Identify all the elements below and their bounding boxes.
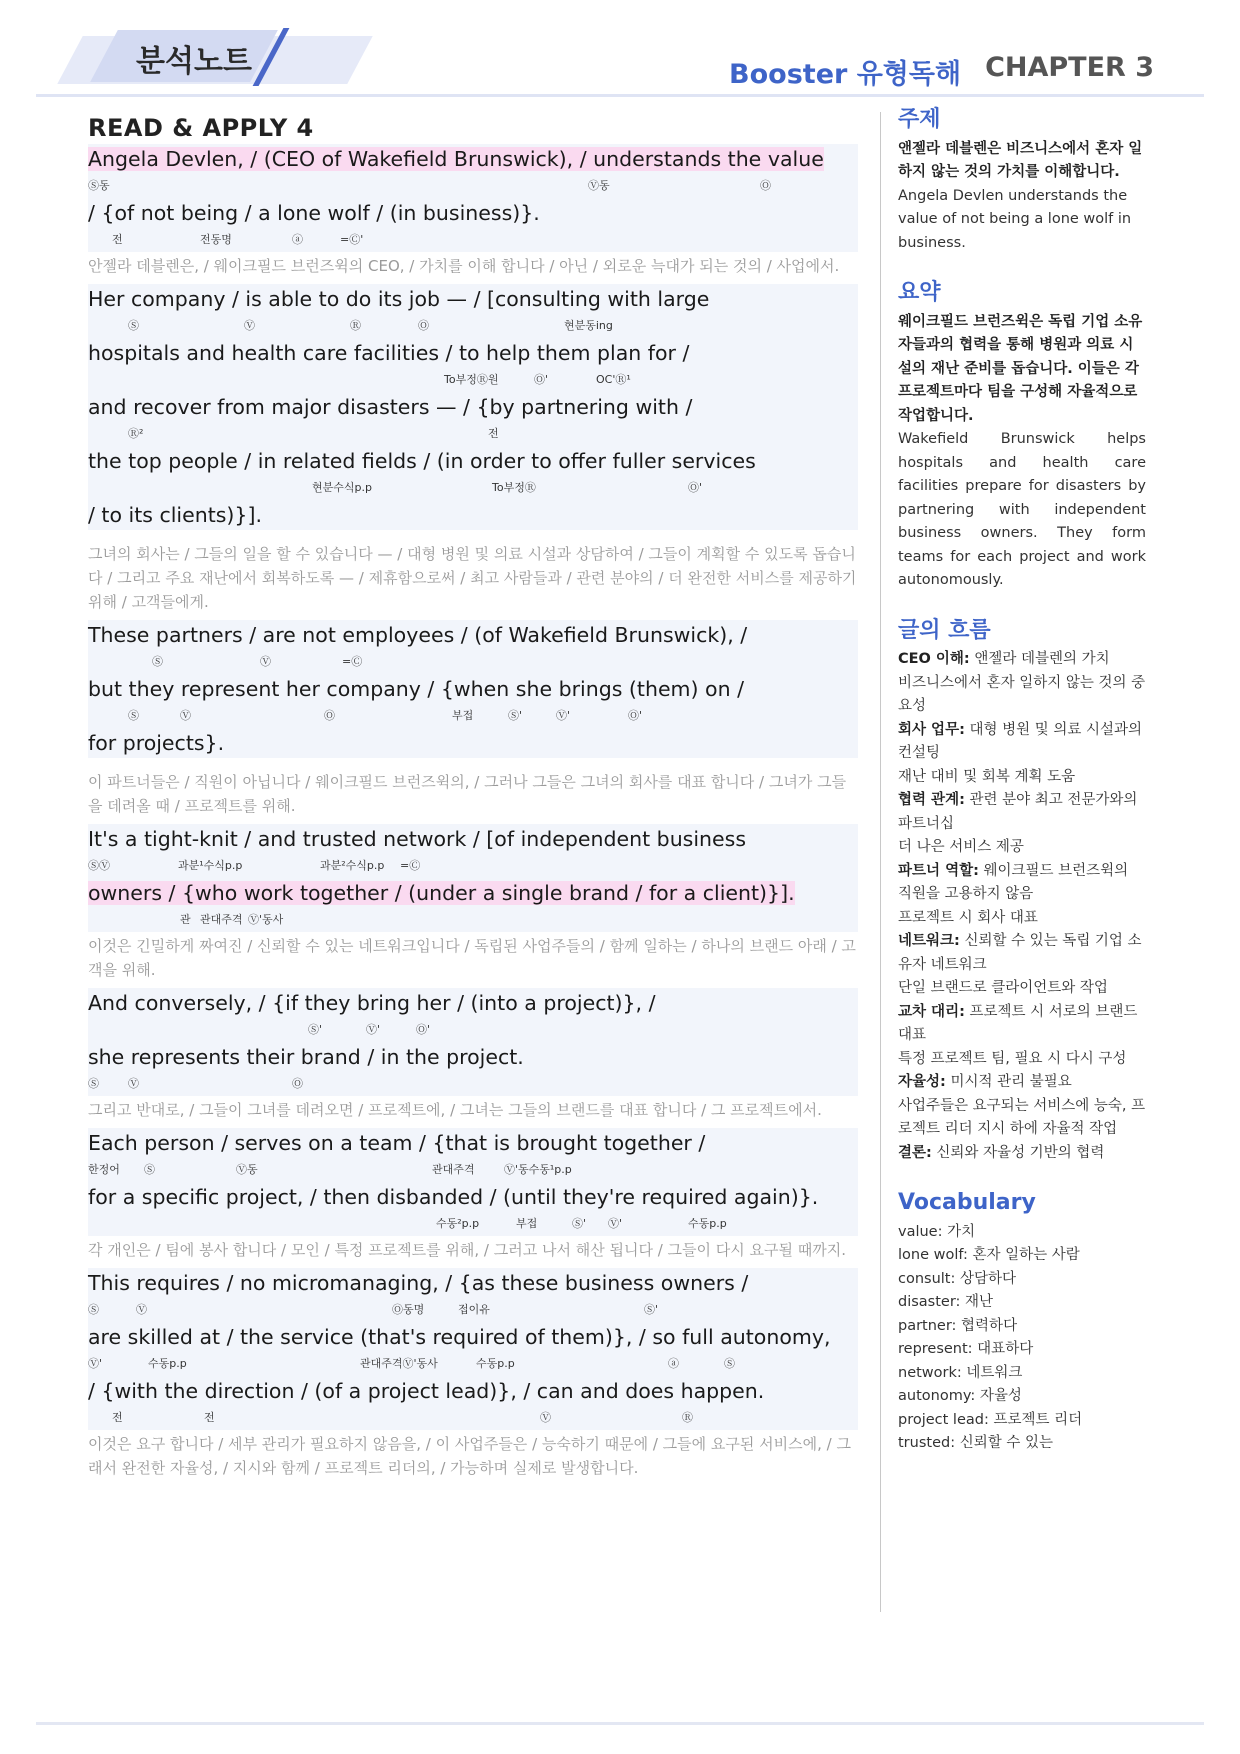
grammar-line — [88, 174, 858, 198]
booster-title: Booster 유형독해 — [729, 59, 962, 90]
flow-label: 결론: — [898, 1144, 932, 1161]
flow-item — [898, 766, 1146, 790]
flow-text: 사업주들은 요구되는 서비스에 능숙, 프로젝트 리더 지시 하에 자율적 작업 — [898, 1097, 1146, 1137]
grammar-mark: Ⓥ' — [366, 1023, 381, 1036]
eng-line: she represents their brand / in the project. — [88, 1042, 858, 1072]
grammar-mark: Ⓞ — [418, 319, 429, 332]
grammar-mark: Ⓡ — [350, 319, 361, 332]
vocab-item: autonomy: 자율성 — [898, 1388, 1022, 1404]
grammar-mark: 전 — [112, 1411, 123, 1424]
grammar-mark: Ⓡ — [682, 1411, 693, 1424]
grammar-mark: ⓈⓋ — [88, 859, 110, 872]
grammar-mark: 전 — [204, 1411, 215, 1424]
grammar-mark: 수동p.p — [148, 1357, 187, 1370]
grammar-line — [88, 854, 858, 878]
grammar-mark: Ⓥ'동수동¹p.p — [504, 1163, 572, 1176]
grammar-mark: Ⓢ' — [644, 1303, 659, 1316]
flow-item — [898, 836, 1146, 860]
grammar-mark: Ⓢ — [128, 709, 139, 722]
vocab-item: project lead: 프로젝트 리더 — [898, 1411, 1083, 1428]
eng-line: for a specific project, / then disbanded / (until they're required again)}. — [88, 1182, 858, 1212]
grammar-mark: 전동명 — [200, 233, 232, 246]
grammar-mark: 수동p.p — [476, 1357, 515, 1370]
eng-line: hospitals and health care facilities / to help them plan for / — [88, 338, 858, 368]
header-underline — [36, 94, 1204, 97]
grammar-mark: Ⓢ — [152, 655, 163, 668]
eng-line: / {with the direction / (of a project lead)}, / can and does happen. — [88, 1376, 858, 1406]
grammar-mark: Ⓞ' — [534, 373, 549, 386]
column-divider — [880, 112, 881, 1612]
flow-item — [898, 1142, 1146, 1166]
grammar-mark: =Ⓒ' — [340, 233, 364, 246]
vocab-item: lone wolf: 혼자 일하는 사람 — [898, 1247, 1080, 1263]
grammar-mark: Ⓥ' — [88, 1357, 103, 1370]
eng-line: And conversely, / {if they bring her / (into a project)}, / — [88, 988, 858, 1018]
flow-label: 회사 업무: — [898, 721, 965, 738]
grammar-mark: Ⓢ — [144, 1163, 155, 1176]
vocab-title: Vocabulary — [898, 1190, 1036, 1215]
grammar-line — [88, 314, 858, 338]
flow-text: 미시적 관리 불필요 — [950, 1074, 1072, 1090]
flow-text: 관련 분야 최고 전문가와의 파트너십 — [898, 792, 1138, 832]
grammar-mark: 과분²수식p.p — [320, 859, 385, 872]
grammar-line — [88, 1158, 858, 1182]
grammar-mark: Ⓢ — [724, 1357, 735, 1370]
flow-text: 대형 병원 및 의료 시설과의 컨설팅 — [898, 721, 1142, 761]
flow-item — [898, 1095, 1146, 1142]
chapter-label: CHAPTER 3 — [985, 52, 1154, 83]
grammar-line — [88, 704, 858, 728]
grammar-mark: 접이유 — [458, 1303, 490, 1316]
header-right — [729, 52, 1154, 91]
grammar-mark: OC'Ⓡ¹ — [596, 373, 631, 386]
flow-text: 비즈니스에서 혼자 일하지 않는 것의 중요성 — [898, 674, 1146, 714]
korean-translation: 이것은 요구 합니다 / 세부 관리가 필요하지 않음을, / 이 사업주들은 / 능숙하기 때문에 / 그들에 요구된 서비스에, / 그래서 완전한 자율성, / 지시와 함께 / 프로젝트 리더의, / 가능하며 실제로 발생합니다. — [88, 1435, 851, 1477]
flow-text: 재난 대비 및 회복 계획 도움 — [898, 768, 1076, 785]
grammar-mark: 한정어 — [88, 1163, 120, 1176]
grammar-mark: Ⓥ — [260, 655, 271, 668]
korean-translation: 그녀의 회사는 / 그들의 일을 할 수 있습니다 — / 대형 병원 및 의료 시설과 상담하여 / 그들이 계획할 수 있도록 돕습니다 / 그리고 주요 재난에서 회복하도록 — / 제휴함으로써 / 최고 사람들과 / 관련 분야의 / 더 완전한 서비스를 제공하기 위해 / 고객들에게. — [88, 545, 857, 611]
paragraph-4 — [88, 824, 858, 982]
summary-english: Wakefield Brunswick helps hospitals and health care facilities prepare for disasters by partnering with independent business owners. They form teams for each project and work autonomously. — [898, 431, 1146, 588]
topic-english: Angela Devlen understands the value of not being a lone wolf in business. — [898, 187, 1132, 251]
topic-block — [898, 108, 1146, 255]
eng-line — [88, 144, 858, 174]
eng-line: and recover from major disasters — / {by partnering with / — [88, 392, 858, 422]
korean-translation: 이 파트너들은 / 직원이 아닙니다 / 웨이크필드 브런즈윅의, / 그러나 그들은 그녀의 회사를 대표 합니다 / 그녀가 그들을 데려올 때 / 프로젝트를 위해. — [88, 773, 847, 815]
grammar-mark: To부정Ⓡ원 — [444, 373, 499, 386]
grammar-mark: 부접 — [516, 1217, 538, 1230]
flow-item — [898, 648, 1146, 672]
grammar-mark: Ⓥ'동사 — [248, 913, 284, 926]
grammar-line — [88, 1072, 858, 1096]
flow-text: 특정 프로젝트 팀, 필요 시 다시 구성 — [898, 1050, 1127, 1067]
grammar-line — [88, 650, 858, 674]
vocab-item: network: 네트워크 — [898, 1364, 1023, 1381]
grammar-mark: Ⓥ동 — [588, 179, 610, 192]
paragraph-2 — [88, 284, 858, 614]
grammar-mark: Ⓢ' — [572, 1217, 587, 1230]
grammar-line — [88, 1018, 858, 1042]
flow-item — [898, 789, 1146, 836]
grammar-mark: ⓐ — [292, 233, 303, 246]
korean-translation: 이것은 긴밀하게 짜여진 / 신뢰할 수 있는 네트워크입니다 / 독립된 사업주들의 / 함께 일하는 / 하나의 브랜드 아래 / 고객을 위해. — [88, 937, 856, 979]
flow-label: 자율성: — [898, 1074, 946, 1090]
flow-text: 더 나은 서비스 제공 — [898, 839, 1024, 855]
grammar-line — [88, 368, 858, 392]
summary-korean: 웨이크필드 브런즈윅은 독립 기업 소유자들과의 협력을 통해 병원과 의료 시설의 재난 준비를 돕습니다. 이들은 각 프로젝트마다 팀을 구성해 자율적으로 작업합니다. — [898, 313, 1143, 424]
grammar-mark: 과분¹수식p.p — [178, 859, 243, 872]
grammar-mark: Ⓡ² — [128, 427, 144, 440]
summary-block — [898, 281, 1146, 593]
footer-line — [36, 1722, 1204, 1725]
grammar-mark: 전 — [112, 233, 123, 246]
grammar-line — [88, 1298, 858, 1322]
flow-label: 협력 관계: — [898, 792, 965, 808]
grammar-mark: 부접 — [452, 709, 474, 722]
vocab-item: consult: 상담하다 — [898, 1270, 1017, 1287]
flow-label: 네트워크: — [898, 933, 960, 949]
grammar-mark: Ⓥ — [180, 709, 191, 722]
flow-text: 웨이크필드 브런즈윅의 직원을 고용하지 않음 — [898, 862, 1129, 902]
flow-item — [898, 907, 1146, 931]
eng-line — [88, 878, 858, 908]
eng-line: / to its clients)}]. — [88, 500, 858, 530]
flow-label: 파트너 역할: — [898, 862, 979, 879]
grammar-mark: =Ⓒ — [400, 859, 421, 872]
grammar-line — [88, 1352, 858, 1376]
grammar-mark: ⓐ — [668, 1357, 679, 1370]
grammar-mark: 관대주격 — [200, 913, 243, 926]
vocab-item: disaster: 재난 — [898, 1294, 994, 1310]
korean-translation: 그리고 반대로, / 그들이 그녀를 데려오면 / 프로젝트에, / 그녀는 그들의 브랜드를 대표 합니다 / 그 프로젝트에서. — [88, 1101, 822, 1119]
grammar-mark: Ⓞ — [760, 179, 771, 192]
vocab-item: represent: 대표하다 — [898, 1341, 1034, 1357]
flow-item — [898, 1001, 1146, 1048]
flow-text: 신뢰와 자율성 기반의 협력 — [936, 1144, 1105, 1161]
grammar-mark: Ⓥ' — [556, 709, 571, 722]
vocab-item: trusted: 신뢰할 수 있는 — [898, 1435, 1053, 1451]
grammar-mark: Ⓢ' — [308, 1023, 323, 1036]
eng-line: These partners / are not employees / (of Wakefield Brunswick), / — [88, 620, 858, 650]
korean-translation: 안젤라 데블렌은, / 웨이크필드 브런즈윅의 CEO, / 가치를 이해 합니다 / 아닌 / 외로운 늑대가 되는 것의 / 사업에서. — [88, 257, 840, 275]
grammar-mark: Ⓢ' — [508, 709, 523, 722]
flow-item — [898, 672, 1146, 719]
eng-line: / {of not being / a lone wolf / (in business)}. — [88, 198, 858, 228]
grammar-mark: Ⓢ — [128, 319, 139, 332]
grammar-mark: Ⓞ — [324, 709, 335, 722]
header-left-title: 분석노트 — [136, 44, 252, 79]
grammar-mark: 관대주격Ⓥ'동사 — [360, 1357, 438, 1370]
topic-title: 주제 — [898, 107, 941, 132]
paragraph-1 — [88, 144, 858, 278]
grammar-mark: Ⓥ' — [608, 1217, 623, 1230]
paragraph-7 — [88, 1268, 858, 1480]
sidebar — [898, 108, 1146, 1482]
grammar-mark: Ⓞ' — [628, 709, 643, 722]
flow-text: 프로젝트 시 서로의 브랜드 대표 — [898, 1003, 1138, 1043]
flow-item — [898, 977, 1146, 1001]
flow-item — [898, 930, 1146, 977]
topic-korean: 앤젤라 데블렌은 비즈니스에서 혼자 일하지 않는 것의 가치를 이해합니다. — [898, 140, 1143, 180]
grammar-mark: Ⓢ동 — [88, 179, 110, 192]
eng-line: It's a tight-knit / and trusted network / [of independent business — [88, 824, 858, 854]
flow-text: 앤젤라 데블렌의 가치 — [974, 651, 1110, 667]
vocab-item: partner: 협력하다 — [898, 1317, 1018, 1334]
flow-label: CEO 이해: — [898, 651, 970, 667]
highlight-subject: Angela Devlen, / (CEO of Wakefield Brunswick), / understands the value — [88, 147, 824, 171]
grammar-line — [88, 1406, 858, 1430]
flow-item — [898, 860, 1146, 907]
eng-line: for projects}. — [88, 728, 858, 758]
eng-line: This requires / no micromanaging, / {as these business owners / — [88, 1268, 858, 1298]
eng-line: but they represent her company / {when she brings (them) on / — [88, 674, 858, 704]
grammar-mark: 수동²p.p — [436, 1217, 480, 1230]
grammar-mark: Ⓥ동 — [236, 1163, 258, 1176]
flow-item — [898, 1071, 1146, 1095]
grammar-mark: 관 — [180, 913, 191, 926]
flow-item — [898, 1048, 1146, 1072]
vocab-block — [898, 1191, 1146, 1456]
eng-line: the top people / in related fields / (in order to offer fuller services — [88, 446, 858, 476]
grammar-mark: Ⓥ — [540, 1411, 551, 1424]
section-title: READ & APPLY 4 — [88, 114, 314, 142]
grammar-mark: Ⓥ — [128, 1077, 139, 1090]
korean-translation: 각 개인은 / 팀에 봉사 합니다 / 모인 / 특정 프로젝트를 위해, / 그러고 나서 해산 됩니다 / 그들이 다시 요구될 때까지. — [88, 1241, 847, 1259]
grammar-mark: Ⓞ' — [416, 1023, 431, 1036]
grammar-mark: Ⓞ' — [688, 481, 703, 494]
grammar-mark: 전 — [488, 427, 499, 440]
grammar-mark: 수동p.p — [688, 1217, 727, 1230]
grammar-mark: 관대주격 — [432, 1163, 475, 1176]
grammar-mark: Ⓢ — [88, 1303, 99, 1316]
grammar-line — [88, 476, 858, 500]
grammar-line — [88, 1212, 858, 1236]
summary-title: 요약 — [898, 280, 941, 305]
eng-line: Her company / is able to do its job — / [consulting with large — [88, 284, 858, 314]
flow-item — [898, 719, 1146, 766]
flow-text: 단일 브랜드로 클라이언트와 작업 — [898, 980, 1108, 996]
grammar-mark: Ⓥ — [244, 319, 255, 332]
flow-label: 교차 대리: — [898, 1003, 965, 1020]
eng-line: are skilled at / the service (that's required of them)}, / so full autonomy, — [88, 1322, 858, 1352]
eng-line: Each person / serves on a team / {that is brought together / — [88, 1128, 858, 1158]
grammar-mark: Ⓞ — [292, 1077, 303, 1090]
grammar-mark: =Ⓒ — [342, 655, 363, 668]
flow-block — [898, 619, 1146, 1166]
grammar-line — [88, 422, 858, 446]
grammar-line — [88, 228, 858, 252]
grammar-line — [88, 908, 858, 932]
grammar-mark: Ⓥ — [136, 1303, 147, 1316]
flow-text: 신뢰할 수 있는 독립 기업 소유자 네트워크 — [898, 933, 1142, 973]
paragraph-5 — [88, 988, 858, 1122]
grammar-mark: Ⓢ — [88, 1077, 99, 1090]
paragraph-3 — [88, 620, 858, 818]
vocab-item: value: 가치 — [898, 1223, 976, 1240]
flow-text: 프로젝트 시 회사 대표 — [898, 909, 1038, 926]
grammar-mark: Ⓞ동명 — [392, 1303, 425, 1316]
flow-title: 글의 흐름 — [898, 617, 991, 643]
grammar-mark: 현분수식p.p — [312, 481, 372, 494]
grammar-mark: To부정Ⓡ — [492, 481, 536, 494]
grammar-mark: 현분동ing — [564, 319, 613, 332]
paragraph-6 — [88, 1128, 858, 1262]
highlight-clause: owners / {who work together / (under a single brand / for a client)}]. — [88, 881, 795, 905]
main-column — [88, 110, 858, 1486]
